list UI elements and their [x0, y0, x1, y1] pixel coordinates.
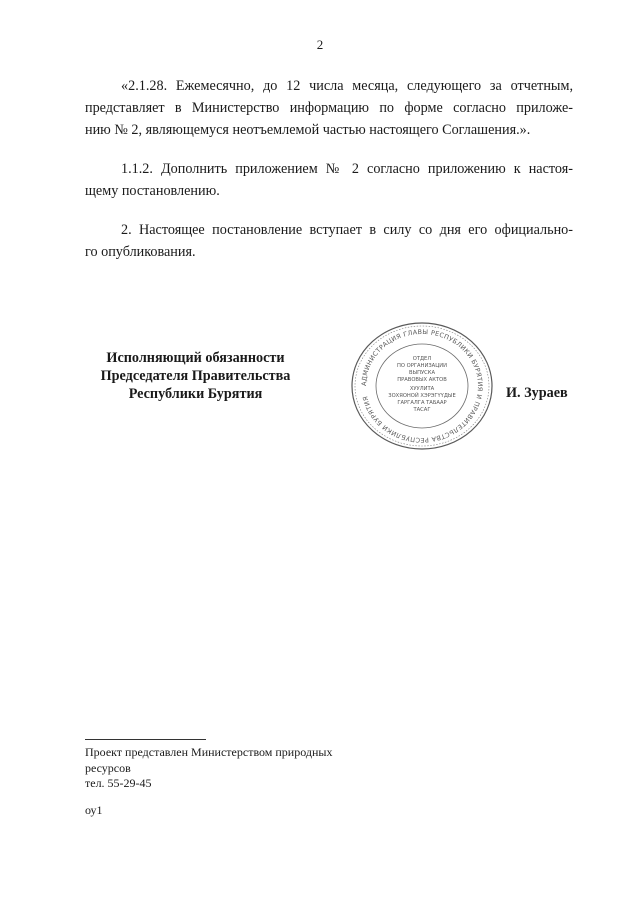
footnote-divider [85, 739, 206, 740]
footnote-line: ресурсов [85, 760, 131, 775]
page-number: 2 [316, 37, 324, 52]
seal-inner-line: ПО ОРГАНИЗАЦИИ [396, 363, 448, 369]
paragraph-line: го опубликования. [85, 244, 196, 260]
footnote-line: тел. 55-29-45 [85, 776, 152, 790]
footnote [85, 745, 332, 818]
signer-position [78, 349, 313, 403]
paragraph-line: 2. Настоящее постановление вступает в силу со дня его официально- [121, 222, 573, 238]
signer-position-line: Республики Бурятия [128, 386, 263, 402]
seal-inner-line: ВЫПУСКА [408, 370, 436, 376]
seal-inner-line: ЗОХЯОНОЙ ХЭРЭГҮҮДЫЕ [388, 393, 456, 399]
paragraph-line: представляет в Министерство информацию по форме согласно приложе- [85, 100, 573, 116]
paragraph-line: «2.1.28. Ежемесячно, до 12 числа месяца, следующего за отчетным, [121, 78, 573, 94]
signer-position-line: Исполняющий обязанности [106, 350, 285, 366]
signer-position-line: Председателя Правительства [100, 368, 291, 384]
paragraph-clause-2 [85, 219, 573, 263]
seal-ring-text: АДМИНИСТРАЦИЯ ГЛАВЫ РЕСПУБЛИКИ БУРЯТИЯ И ПРАВИТЕЛЬСТВА РЕСПУБЛИКИ БУРЯТИЯ [359, 327, 485, 445]
paragraph-line: нию № 2, являющемуся неотъемлемой частью настоящего Соглашения.». [85, 122, 531, 138]
official-seal-stamp [346, 321, 498, 451]
paragraph-line: щему постановлению. [85, 183, 220, 199]
seal-inner-line: ПРАВОВЫХ АКТОВ [397, 377, 447, 383]
paragraph-clause-1-1-2 [85, 158, 573, 202]
signer-name: И. Зураев [506, 385, 568, 401]
paragraph-clause-2-1-28 [85, 75, 573, 141]
footnote-line: Проект представлен Министерством природных [85, 745, 333, 759]
seal-inner-line: ТАСАГ [413, 407, 431, 413]
seal-inner-line: ГАРГАЛГА ТАБААР [397, 400, 447, 406]
seal-inner-line: ОТДЕЛ [412, 356, 432, 362]
paragraph-line: 1.1.2. Дополнить приложением № 2 согласно приложению к настоя- [121, 161, 573, 177]
document-code: оу1 [85, 802, 103, 817]
seal-inner-line: ХУУЛИТА [409, 386, 435, 392]
